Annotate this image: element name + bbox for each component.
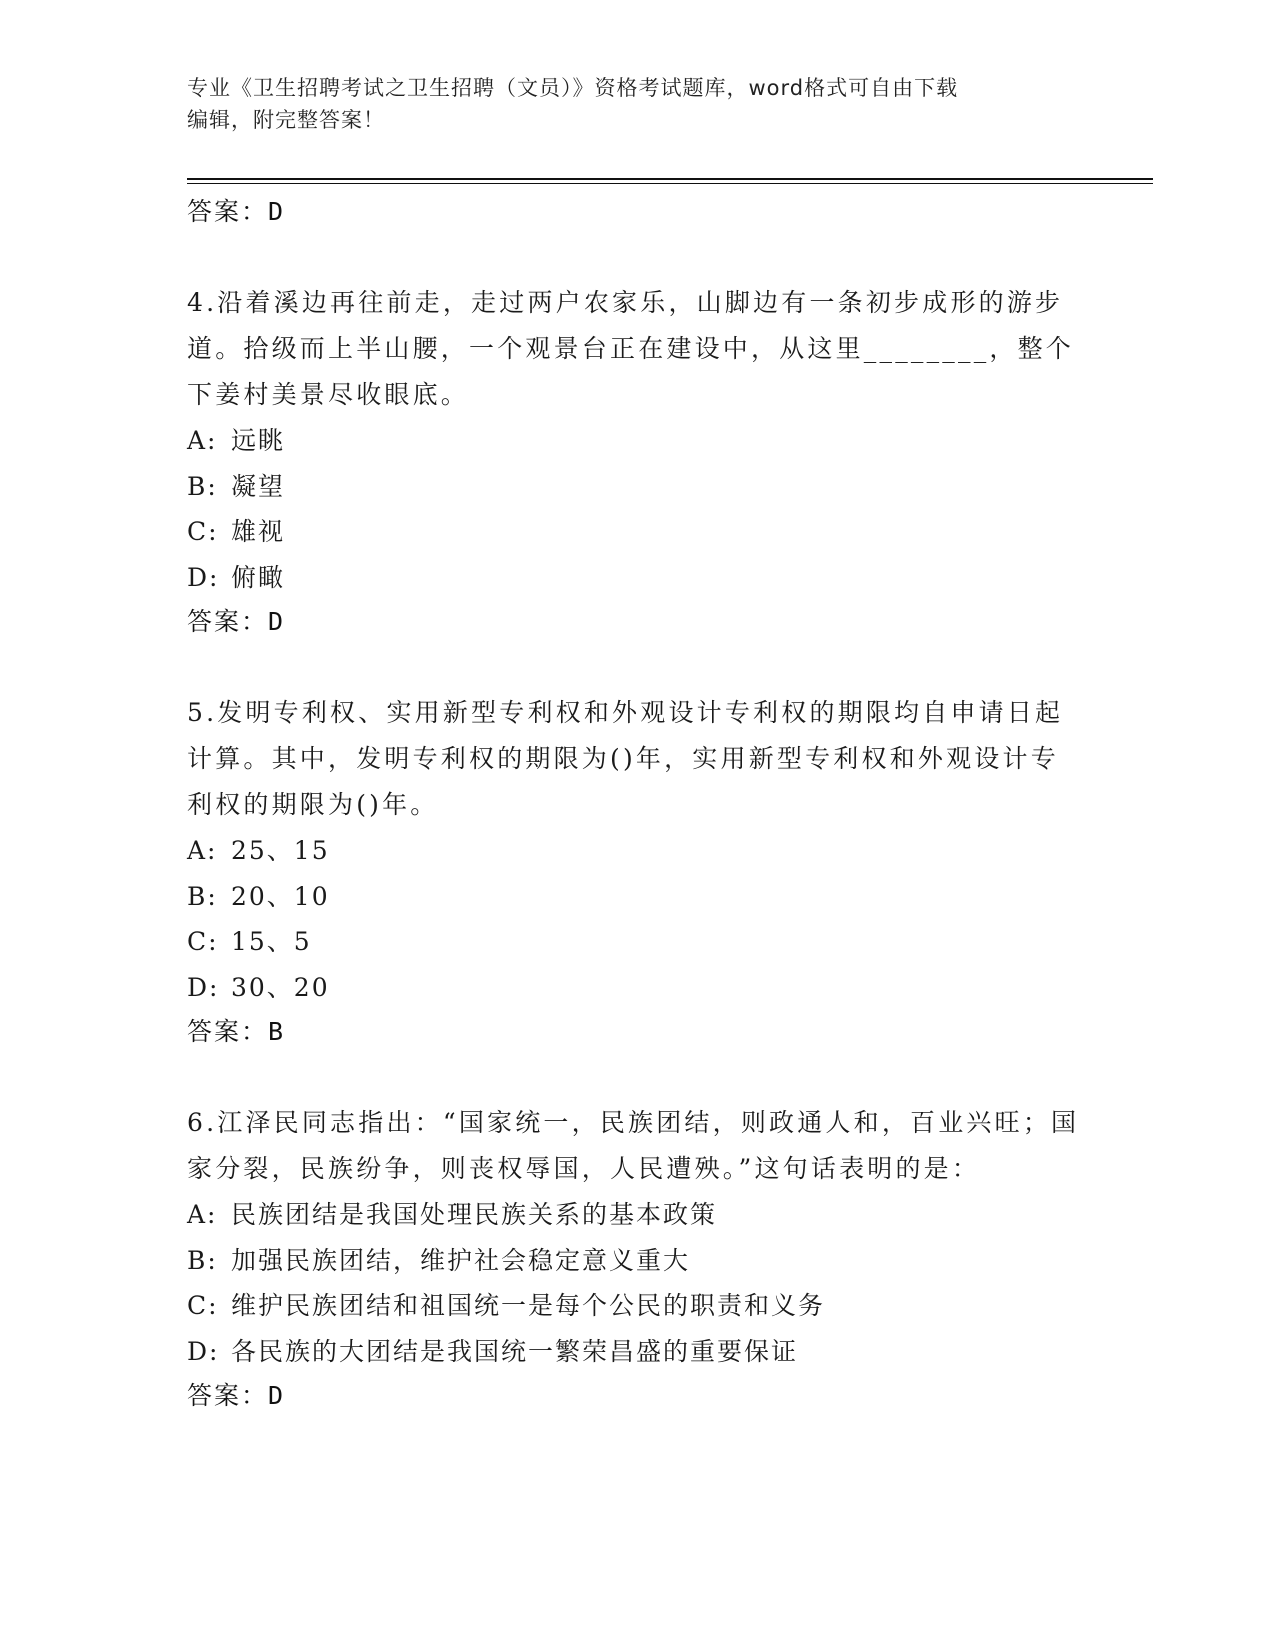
option-a (187, 828, 1087, 874)
option-key: D: (187, 562, 220, 592)
option-text: 加强民族团结，维护社会稳定意义重大 (231, 1245, 691, 1275)
answer-value: D (268, 197, 285, 226)
answer-value: B (268, 1017, 285, 1046)
option-key: A: (187, 1200, 218, 1229)
header-rule-thin (187, 183, 1153, 184)
answer-line (187, 1010, 1087, 1054)
option-key: A: (187, 836, 218, 865)
option-text: 凝望 (231, 471, 286, 501)
option-text: 30、20 (231, 972, 330, 1002)
option-b (187, 1238, 1087, 1284)
answer-line (187, 190, 1087, 234)
answer-label: 答案： (187, 1017, 269, 1046)
option-text: 15、5 (231, 927, 312, 956)
question-block (187, 1100, 1087, 1418)
question-text: 6.江泽民同志指出：“国家统一，民族团结，则政通人和，百业兴旺；国家分裂，民族纷争，则丧权辱国，人民遭殃。”这句话表明的是： (187, 1108, 1080, 1183)
answer-label: 答案： (187, 607, 269, 636)
answer-label: 答案： (187, 197, 269, 226)
header-line-2: 编辑，附完整答案！ (187, 108, 385, 132)
option-key: A: (187, 426, 218, 455)
option-c (187, 919, 1087, 965)
option-key: C: (187, 1291, 219, 1320)
question-text: 5.发明专利权、实用新型专利权和外观设计专利权的期限均自申请日起计算。其中，发明专利权的期限为()年，实用新型专利权和外观设计专利权的期限为()年。 (187, 698, 1064, 819)
option-key: B: (187, 881, 218, 911)
answer-line (187, 600, 1087, 644)
header-rule-thick (187, 178, 1153, 180)
option-a (187, 1192, 1087, 1238)
option-text: 俯瞰 (231, 562, 286, 592)
option-c (187, 509, 1087, 555)
option-a (187, 418, 1087, 464)
question-block (187, 280, 1087, 644)
option-text: 维护民族团结和祖国统一是每个公民的职责和义务 (231, 1291, 826, 1320)
option-d (187, 555, 1087, 601)
answer-line (187, 1374, 1087, 1418)
option-key: D: (187, 1336, 220, 1366)
option-key: B: (187, 1245, 218, 1275)
header-line-1: 专业《卫生招聘考试之卫生招聘（文员）》资格考试题库，word格式可自由下载 (187, 76, 959, 100)
option-key: D: (187, 972, 220, 1002)
question-content (187, 190, 1087, 1418)
option-key: C: (187, 517, 219, 546)
option-b (187, 874, 1087, 920)
option-text: 远眺 (231, 426, 286, 455)
answer-value: D (268, 1381, 285, 1410)
option-text: 民族团结是我国处理民族关系的基本政策 (231, 1200, 718, 1229)
option-key: C: (187, 927, 219, 956)
page-header (187, 72, 1087, 136)
option-text: 20、10 (231, 881, 330, 911)
option-text: 雄视 (231, 517, 286, 546)
option-text: 25、15 (231, 836, 330, 865)
answer-value: D (268, 607, 285, 636)
option-key: B: (187, 471, 218, 501)
option-text: 各民族的大团结是我国统一繁荣昌盛的重要保证 (231, 1336, 799, 1366)
option-c (187, 1283, 1087, 1329)
option-d (187, 965, 1087, 1011)
option-d (187, 1329, 1087, 1375)
option-b (187, 464, 1087, 510)
answer-label: 答案： (187, 1381, 269, 1410)
question-text: 4.沿着溪边再往前走，走过两户农家乐，山脚边有一条初步成形的游步道。拾级而上半山腰，一个观景台正在建设中，从这里________，整个下姜村美景尽收眼底。 (187, 288, 1075, 409)
question-block (187, 690, 1087, 1054)
